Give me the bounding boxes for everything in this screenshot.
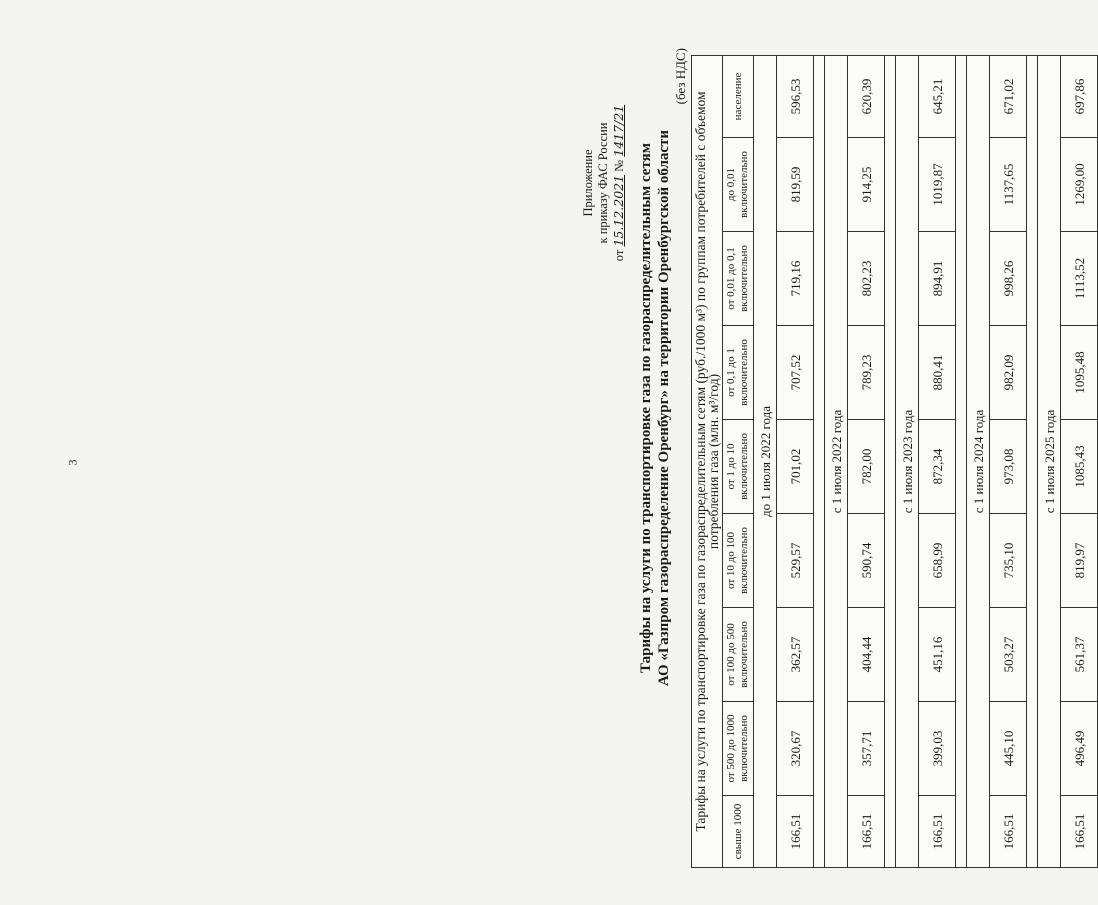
title-line-1: Тарифы на услуги по транспортировке газа по газораспределительным сетям: [638, 143, 654, 673]
tariff-value: 1113,52: [1061, 232, 1098, 326]
tariff-value: 399,03: [919, 702, 956, 796]
table-row: [919, 55, 956, 867]
tariff-value: 1095,48: [1061, 326, 1098, 420]
title-line-2: АО «Газпром газораспределение Оренбург» на территории Оренбургской области: [656, 129, 672, 687]
tariff-value: 166,51: [990, 796, 1027, 868]
tariff-value: 802,23: [848, 232, 885, 326]
tariff-value: 707,52: [777, 326, 814, 420]
table-row: [848, 55, 885, 867]
tariff-value: 697,86: [1061, 55, 1098, 137]
tariff-value: 819,59: [777, 138, 814, 232]
appendix-block: [581, 58, 627, 308]
gap-cell: [1027, 55, 1038, 867]
tariff-value: 982,09: [990, 326, 1027, 420]
tariff-value: 973,08: [990, 420, 1027, 514]
period-row: [825, 55, 848, 867]
column-header: от 0,1 до 1 включительно: [723, 326, 754, 420]
tariff-value: 645,21: [919, 55, 956, 137]
period-row: [1038, 55, 1061, 867]
tariff-value: 320,67: [777, 702, 814, 796]
tariff-value: 166,51: [919, 796, 956, 868]
column-header: население: [723, 55, 754, 137]
table-row: [777, 55, 814, 867]
period-row: [967, 55, 990, 867]
table-body: [754, 55, 1098, 867]
row-gap: [956, 55, 967, 867]
row-gap: [814, 55, 825, 867]
period-label: до 1 июля 2022 года: [754, 55, 777, 867]
column-header-row: [723, 55, 754, 867]
tariff-value: 166,51: [848, 796, 885, 868]
tariff-value: 496,49: [1061, 702, 1098, 796]
tariff-value: 872,34: [919, 420, 956, 514]
gap-cell: [956, 55, 967, 867]
tariff-value: 819,97: [1061, 514, 1098, 608]
tariff-value: 445,10: [990, 702, 1027, 796]
order-number: 1417/21: [611, 104, 626, 157]
tariff-value: 1269,00: [1061, 138, 1098, 232]
tariff-value: 357,71: [848, 702, 885, 796]
row-gap: [1027, 55, 1038, 867]
appendix-line-2: к приказу ФАС России: [596, 122, 610, 244]
column-header: свыше 1000: [723, 796, 754, 868]
column-header: от 0,01 до 0,1 включительно: [723, 232, 754, 326]
date-prefix: от: [612, 249, 626, 262]
page-number: 3: [65, 459, 80, 466]
tariff-value: 658,99: [919, 514, 956, 608]
gap-cell: [885, 55, 896, 867]
order-date: 15.12.2021: [611, 174, 626, 247]
period-label: с 1 июля 2024 года: [967, 55, 990, 867]
table-row: [990, 55, 1027, 867]
column-header: от 10 до 100 включительно: [723, 514, 754, 608]
period-label: с 1 июля 2023 года: [896, 55, 919, 867]
tariff-value: 1137,65: [990, 138, 1027, 232]
tariff-value: 451,16: [919, 608, 956, 702]
table-header: Тарифы на услуги по транспортировке газа по газораспределительным сетям (руб./1000 м³) по группам потребителей с объемом потребления газа (млн. м³/год): [692, 55, 723, 867]
tariff-value: 529,57: [777, 514, 814, 608]
period-label: с 1 июля 2025 года: [1038, 55, 1061, 867]
period-row: [896, 55, 919, 867]
table-row: [1061, 55, 1098, 867]
tariff-value: 362,57: [777, 608, 814, 702]
tariff-value: 914,25: [848, 138, 885, 232]
tariff-value: 789,23: [848, 326, 885, 420]
rotated-sheet: [575, 38, 1087, 868]
document-title: [637, 98, 673, 718]
period-label: с 1 июля 2022 года: [825, 55, 848, 867]
number-prefix: №: [612, 159, 626, 172]
tariff-value: 166,51: [1061, 796, 1098, 868]
tariff-value: 166,51: [777, 796, 814, 868]
column-header: от 500 до 1000 включительно: [723, 702, 754, 796]
tariff-value: 1019,87: [919, 138, 956, 232]
column-header: до 0,01 включительно: [723, 138, 754, 232]
tariff-value: 701,02: [777, 420, 814, 514]
tariff-value: 503,27: [990, 608, 1027, 702]
tariff-value: 1085,43: [1061, 420, 1098, 514]
tariff-value: 735,10: [990, 514, 1027, 608]
tariff-value: 998,26: [990, 232, 1027, 326]
tariff-value: 719,16: [777, 232, 814, 326]
appendix-line-1: Приложение: [581, 149, 595, 217]
tariff-value: 561,37: [1061, 608, 1098, 702]
row-gap: [885, 55, 896, 867]
period-row: [754, 55, 777, 867]
tariff-value: 404,44: [848, 608, 885, 702]
appendix-line-3: [611, 58, 627, 308]
vat-note: (без НДС): [673, 48, 688, 105]
tariff-value: 596,53: [777, 55, 814, 137]
tariff-value: 590,74: [848, 514, 885, 608]
tariff-value: 620,39: [848, 55, 885, 137]
tariff-value: 671,02: [990, 55, 1027, 137]
column-header: от 100 до 500 включительно: [723, 608, 754, 702]
tariff-value: 880,41: [919, 326, 956, 420]
column-header: от 1 до 10 включительно: [723, 420, 754, 514]
gap-cell: [814, 55, 825, 867]
tariff-value: 894,91: [919, 232, 956, 326]
tariff-table: [691, 55, 1098, 868]
tariff-value: 782,00: [848, 420, 885, 514]
